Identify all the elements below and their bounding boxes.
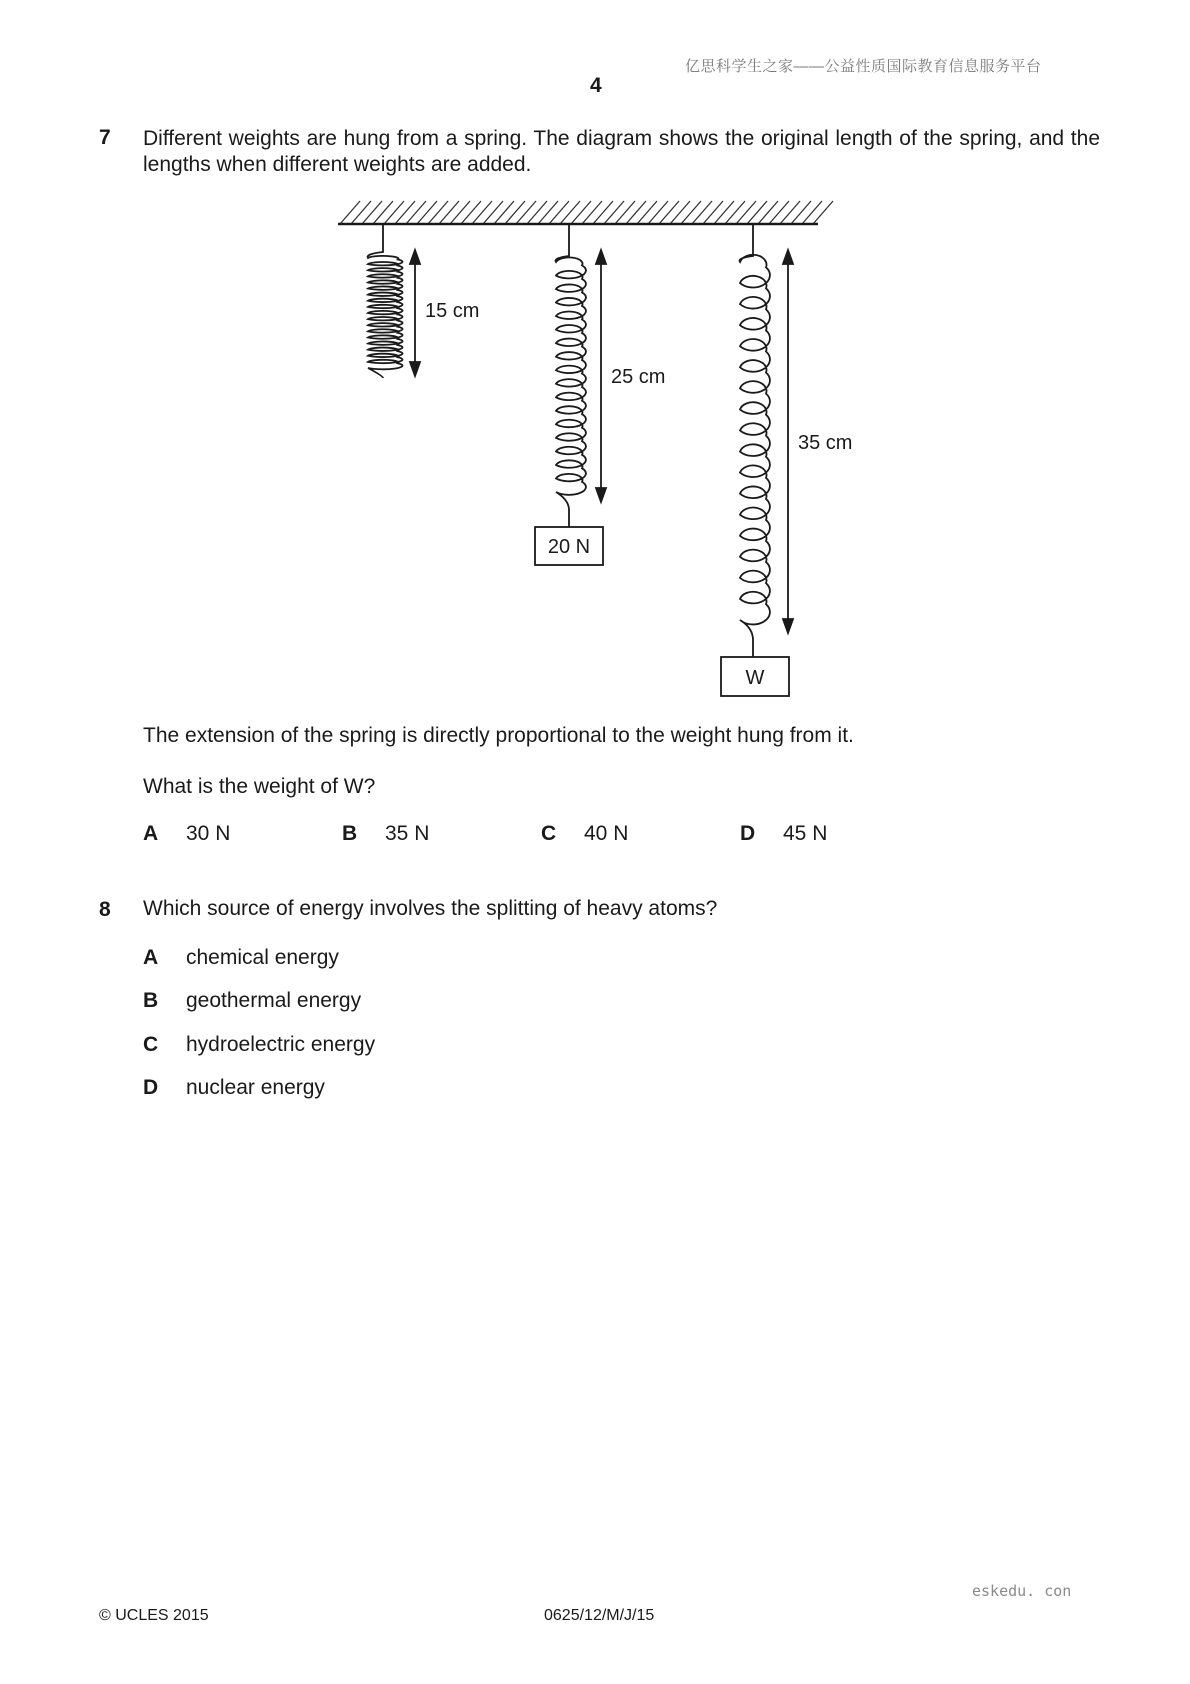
q7-option-b-letter[interactable]: B [342,822,358,845]
page-number: 4 [590,74,602,97]
spring-1-length-arrow [410,250,420,376]
q8-option-a-letter[interactable]: A [143,946,159,969]
question-8-stem: Which source of energy involves the splitting of heavy atoms? [143,897,718,920]
spring-3-length-label: 35 cm [798,432,853,454]
q8-option-b-text[interactable]: geothermal energy [186,989,362,1012]
question-7-prompt: What is the weight of W? [143,775,376,798]
q7-option-b-text[interactable]: 35 N [385,822,430,845]
weight-box-w [721,640,789,696]
question-8-number: 8 [99,898,111,921]
q7-option-d-text[interactable]: 45 N [783,822,828,845]
footer-paper-code: 0625/12/M/J/15 [544,1607,655,1624]
weight-box-20n [535,510,603,565]
q8-option-c-text[interactable]: hydroelectric energy [186,1033,376,1056]
q8-option-a-text[interactable]: chemical energy [186,946,339,969]
question-7-number: 7 [99,126,111,149]
spring-unloaded [368,224,403,378]
q7-option-c-text[interactable]: 40 N [584,822,629,845]
ceiling [338,201,833,224]
q7-option-a-text[interactable]: 30 N [186,822,231,845]
spring-2-length-label: 25 cm [611,366,666,388]
spring-w-loaded [740,224,770,640]
spring-3-length-arrow [783,250,793,633]
q7-option-a-letter[interactable]: A [143,822,159,845]
spring-1-length-label: 15 cm [425,300,480,322]
footer-copyright: © UCLES 2015 [99,1607,209,1624]
q8-option-b-letter[interactable]: B [143,989,159,1012]
q7-option-d-letter[interactable]: D [740,822,756,845]
q8-option-d-text[interactable]: nuclear energy [186,1076,325,1099]
spring-diagram [0,0,1190,720]
header-watermark: 亿思科学生之家——公益性质国际教育信息服务平台 [685,58,1042,75]
footer-watermark: eskedu. con [972,1582,1072,1600]
question-7-stem: Different weights are hung from a spring. The diagram shows the original length of the spring, and the lengths when different weights are added. [143,127,1100,176]
weight-20n-label: 20 N [547,536,591,558]
weight-w-label: W [745,667,765,689]
question-7-statement: The extension of the spring is directly proportional to the weight hung from it. [143,724,854,747]
q7-option-c-letter[interactable]: C [541,822,557,845]
spring-2-length-arrow [596,250,606,502]
q8-option-d-letter[interactable]: D [143,1076,159,1099]
q8-option-c-letter[interactable]: C [143,1033,159,1056]
spring-20n-loaded [556,224,586,510]
